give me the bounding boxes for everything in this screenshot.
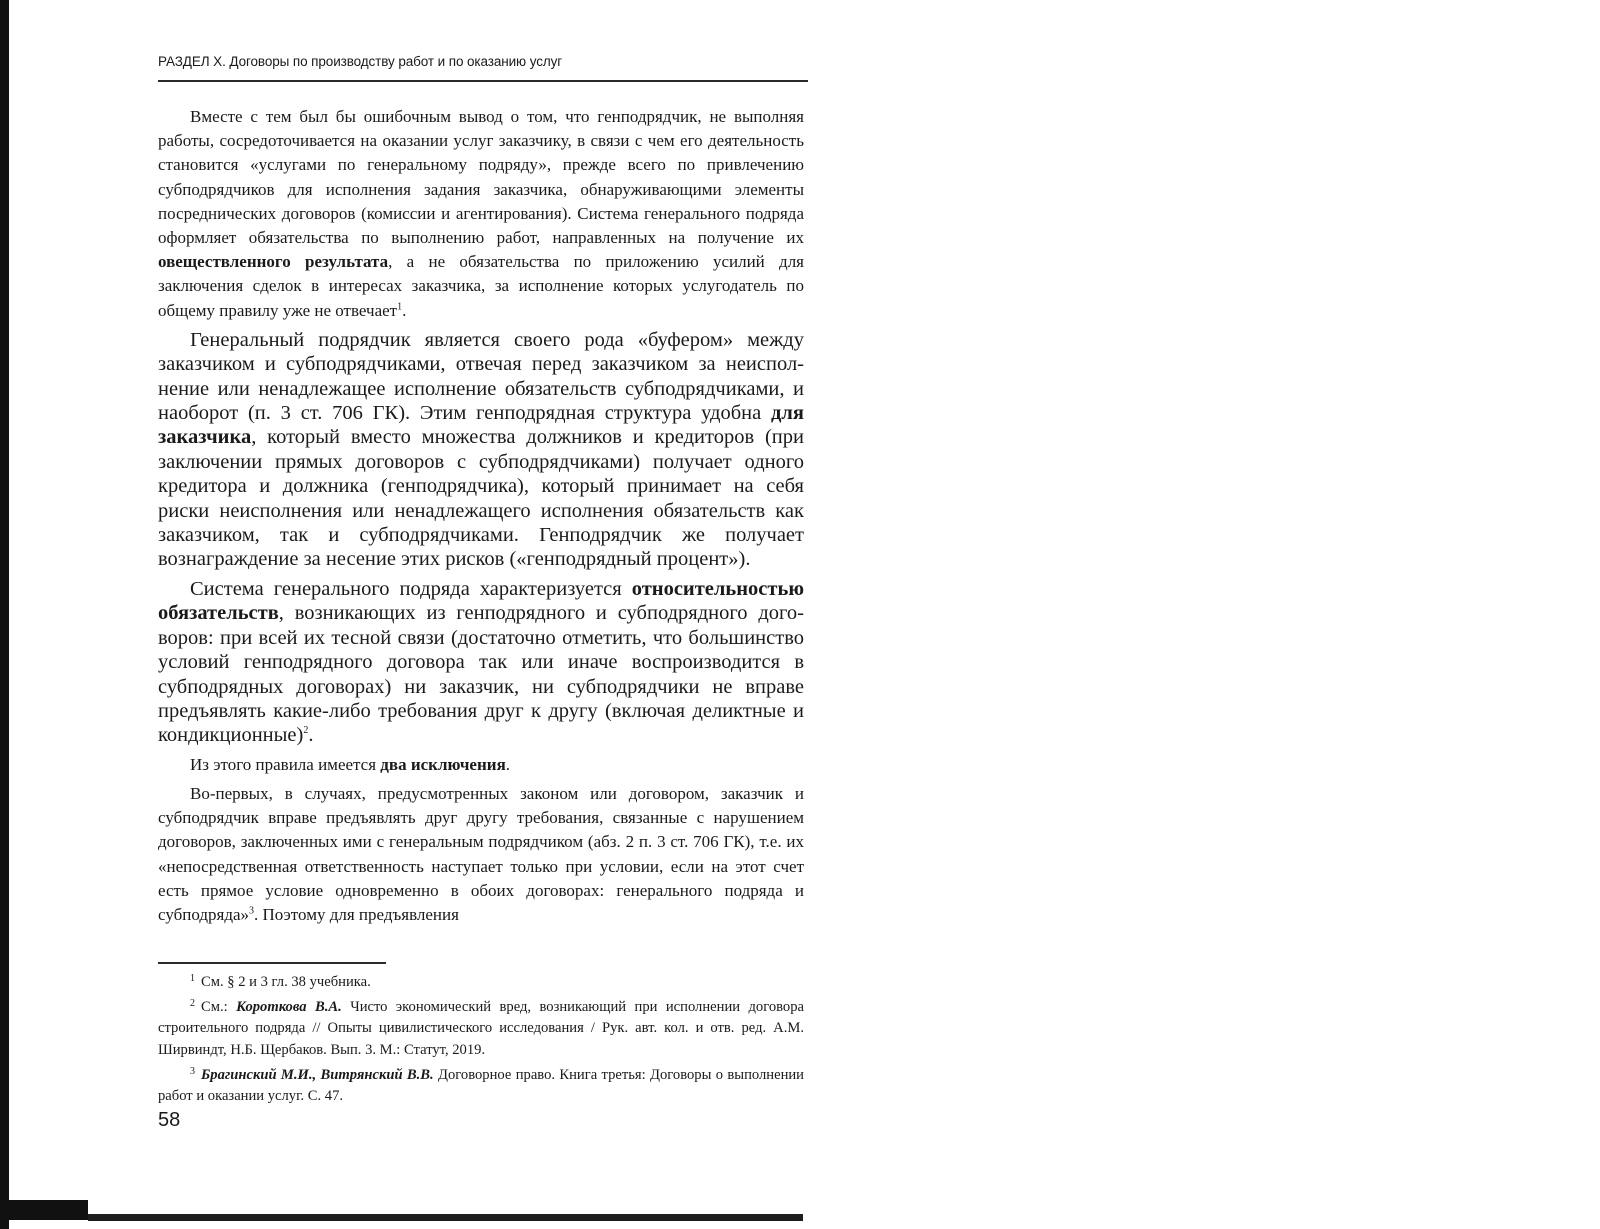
scan-edge-left bbox=[0, 0, 9, 1229]
text-run: Система генерального подряда характеризуется bbox=[190, 577, 632, 600]
text-run: . bbox=[505, 754, 511, 774]
book-page bbox=[158, 0, 808, 1229]
emphasis-text: два исключения bbox=[380, 754, 506, 774]
text-run: , возникающих из генподрядного и субподрядного договоров: при всей их тесной связи (достаточно отметить, что большинство условий генподрядного договора так или иначе воспроизводится в субподрядных договорах) ни заказчик, ни субподрядчики не вправе предъявлять какие-либо требования друг к другу (включая деликтные и кондикционные) bbox=[158, 602, 804, 747]
text-run: . bbox=[308, 724, 314, 747]
footnote-number: 2 bbox=[190, 998, 195, 1010]
footnote bbox=[158, 968, 804, 993]
footnote bbox=[158, 993, 804, 1061]
footnote-ref: 2 bbox=[303, 725, 309, 737]
text-run: , который вместо множества должников и кредиторов (при заключении прямых договоров с субподрядчиками) получает одного кредитора и должника (генподрядчика), который принимает на себя риски неисполнения или ненадлежащего исполнения обязательств как заказчиком, так и субподрядчиками. Генподрядчик же получает вознаграждение за несение этих рисков («генподрядный процент»). bbox=[158, 426, 804, 571]
scan-edge-bottom bbox=[0, 1200, 88, 1220]
text-run: Генеральный подрядчик является своего рода «буфером» между заказчиком и субподрядчиками, отвечая перед заказчиком за неисполнение или ненадлежащее исполнение обязательств субподрядчиками, и наоборот (п. 3 ст. 706 ГК). Этим генподрядная структура удобна bbox=[158, 328, 804, 425]
footnote-number: 1 bbox=[190, 973, 195, 984]
running-head: РАЗДЕЛ X. Договоры по производству работ и по оказанию услуг bbox=[158, 54, 563, 69]
text-run: Из этого правила имеется bbox=[190, 754, 381, 774]
emphasis-text: овеществленного результата bbox=[158, 252, 389, 272]
paragraph bbox=[158, 753, 804, 777]
footnote-ref: 3 bbox=[249, 905, 255, 917]
footnotes bbox=[158, 968, 804, 1107]
text-run: Договорное право. Книга третья: Договоры о выполнении работ и оказании услуг. С. 47. bbox=[158, 1066, 804, 1105]
text-run: . bbox=[402, 300, 407, 320]
page-number: 58 bbox=[158, 1109, 181, 1131]
footnote-ref: 1 bbox=[397, 300, 403, 312]
footnote-number: 3 bbox=[190, 1065, 195, 1077]
text-run: См.: bbox=[201, 999, 237, 1016]
paragraph bbox=[158, 328, 804, 572]
text-run: , а не обязательства по приложению усилий для заключения сделок в интересах заказчика, за исполнение которых услугодатель по общему правилу уже не отвечает bbox=[158, 252, 804, 320]
author-name: Короткова В.А. bbox=[236, 999, 342, 1016]
emphasis-text: для заказчика bbox=[158, 402, 804, 449]
author-name: Брагинский М.И., Витрянский В.В. bbox=[201, 1066, 434, 1083]
paragraph bbox=[158, 577, 804, 748]
text-run: См. § 2 и 3 гл. 38 учебника. bbox=[201, 974, 371, 990]
text-run: Вместе с тем был бы ошибочным вывод о том, что генподрядчик, не выполняя работы, сосредоточивается на оказании услуг заказчику, в связи с чем его деятельность становится «услугами по генеральному подряду», прежде всего по привлечению субподрядчиков для исполнения задания заказчика, обнаруживающими элементы посреднических договоров (комиссии и агентирования). Система генерального подряда оформляет обязательства по выполнению работ, направленных на получение их bbox=[158, 107, 804, 248]
footnote-rule bbox=[158, 962, 386, 964]
emphasis-text: относительностью обязательств bbox=[158, 577, 804, 625]
text-run: Во-первых, в случаях, предусмотренных законом или договором, заказчик и субподрядчик вправе предъявлять друг другу требования, связанные с нарушением договоров, заключенных ими с генеральным подрядчиком (абз. 2 п. 3 ст. 706 ГК), т.е. их «непосредственная ответственность наступает только при условии, если на этот счет есть прямое условие одновременно в обоих договорах: генерального подряда и субподряда» bbox=[158, 783, 804, 924]
text-run: Чисто экономический вред, возникающий при исполнении договора строительного подряда // Опыты цивилистического исследования / Рук. авт. кол. и отв. ред. А.М. Ширвиндт, Н.Б. Щербаков. Вып. 3. М.: Статут, 2019. bbox=[158, 999, 805, 1058]
header-rule bbox=[158, 80, 808, 82]
body-text bbox=[158, 105, 804, 927]
paragraph bbox=[158, 105, 804, 323]
footnote bbox=[158, 1061, 804, 1107]
text-run: . Поэтому для предъявления bbox=[254, 904, 459, 924]
paragraph bbox=[158, 782, 804, 927]
